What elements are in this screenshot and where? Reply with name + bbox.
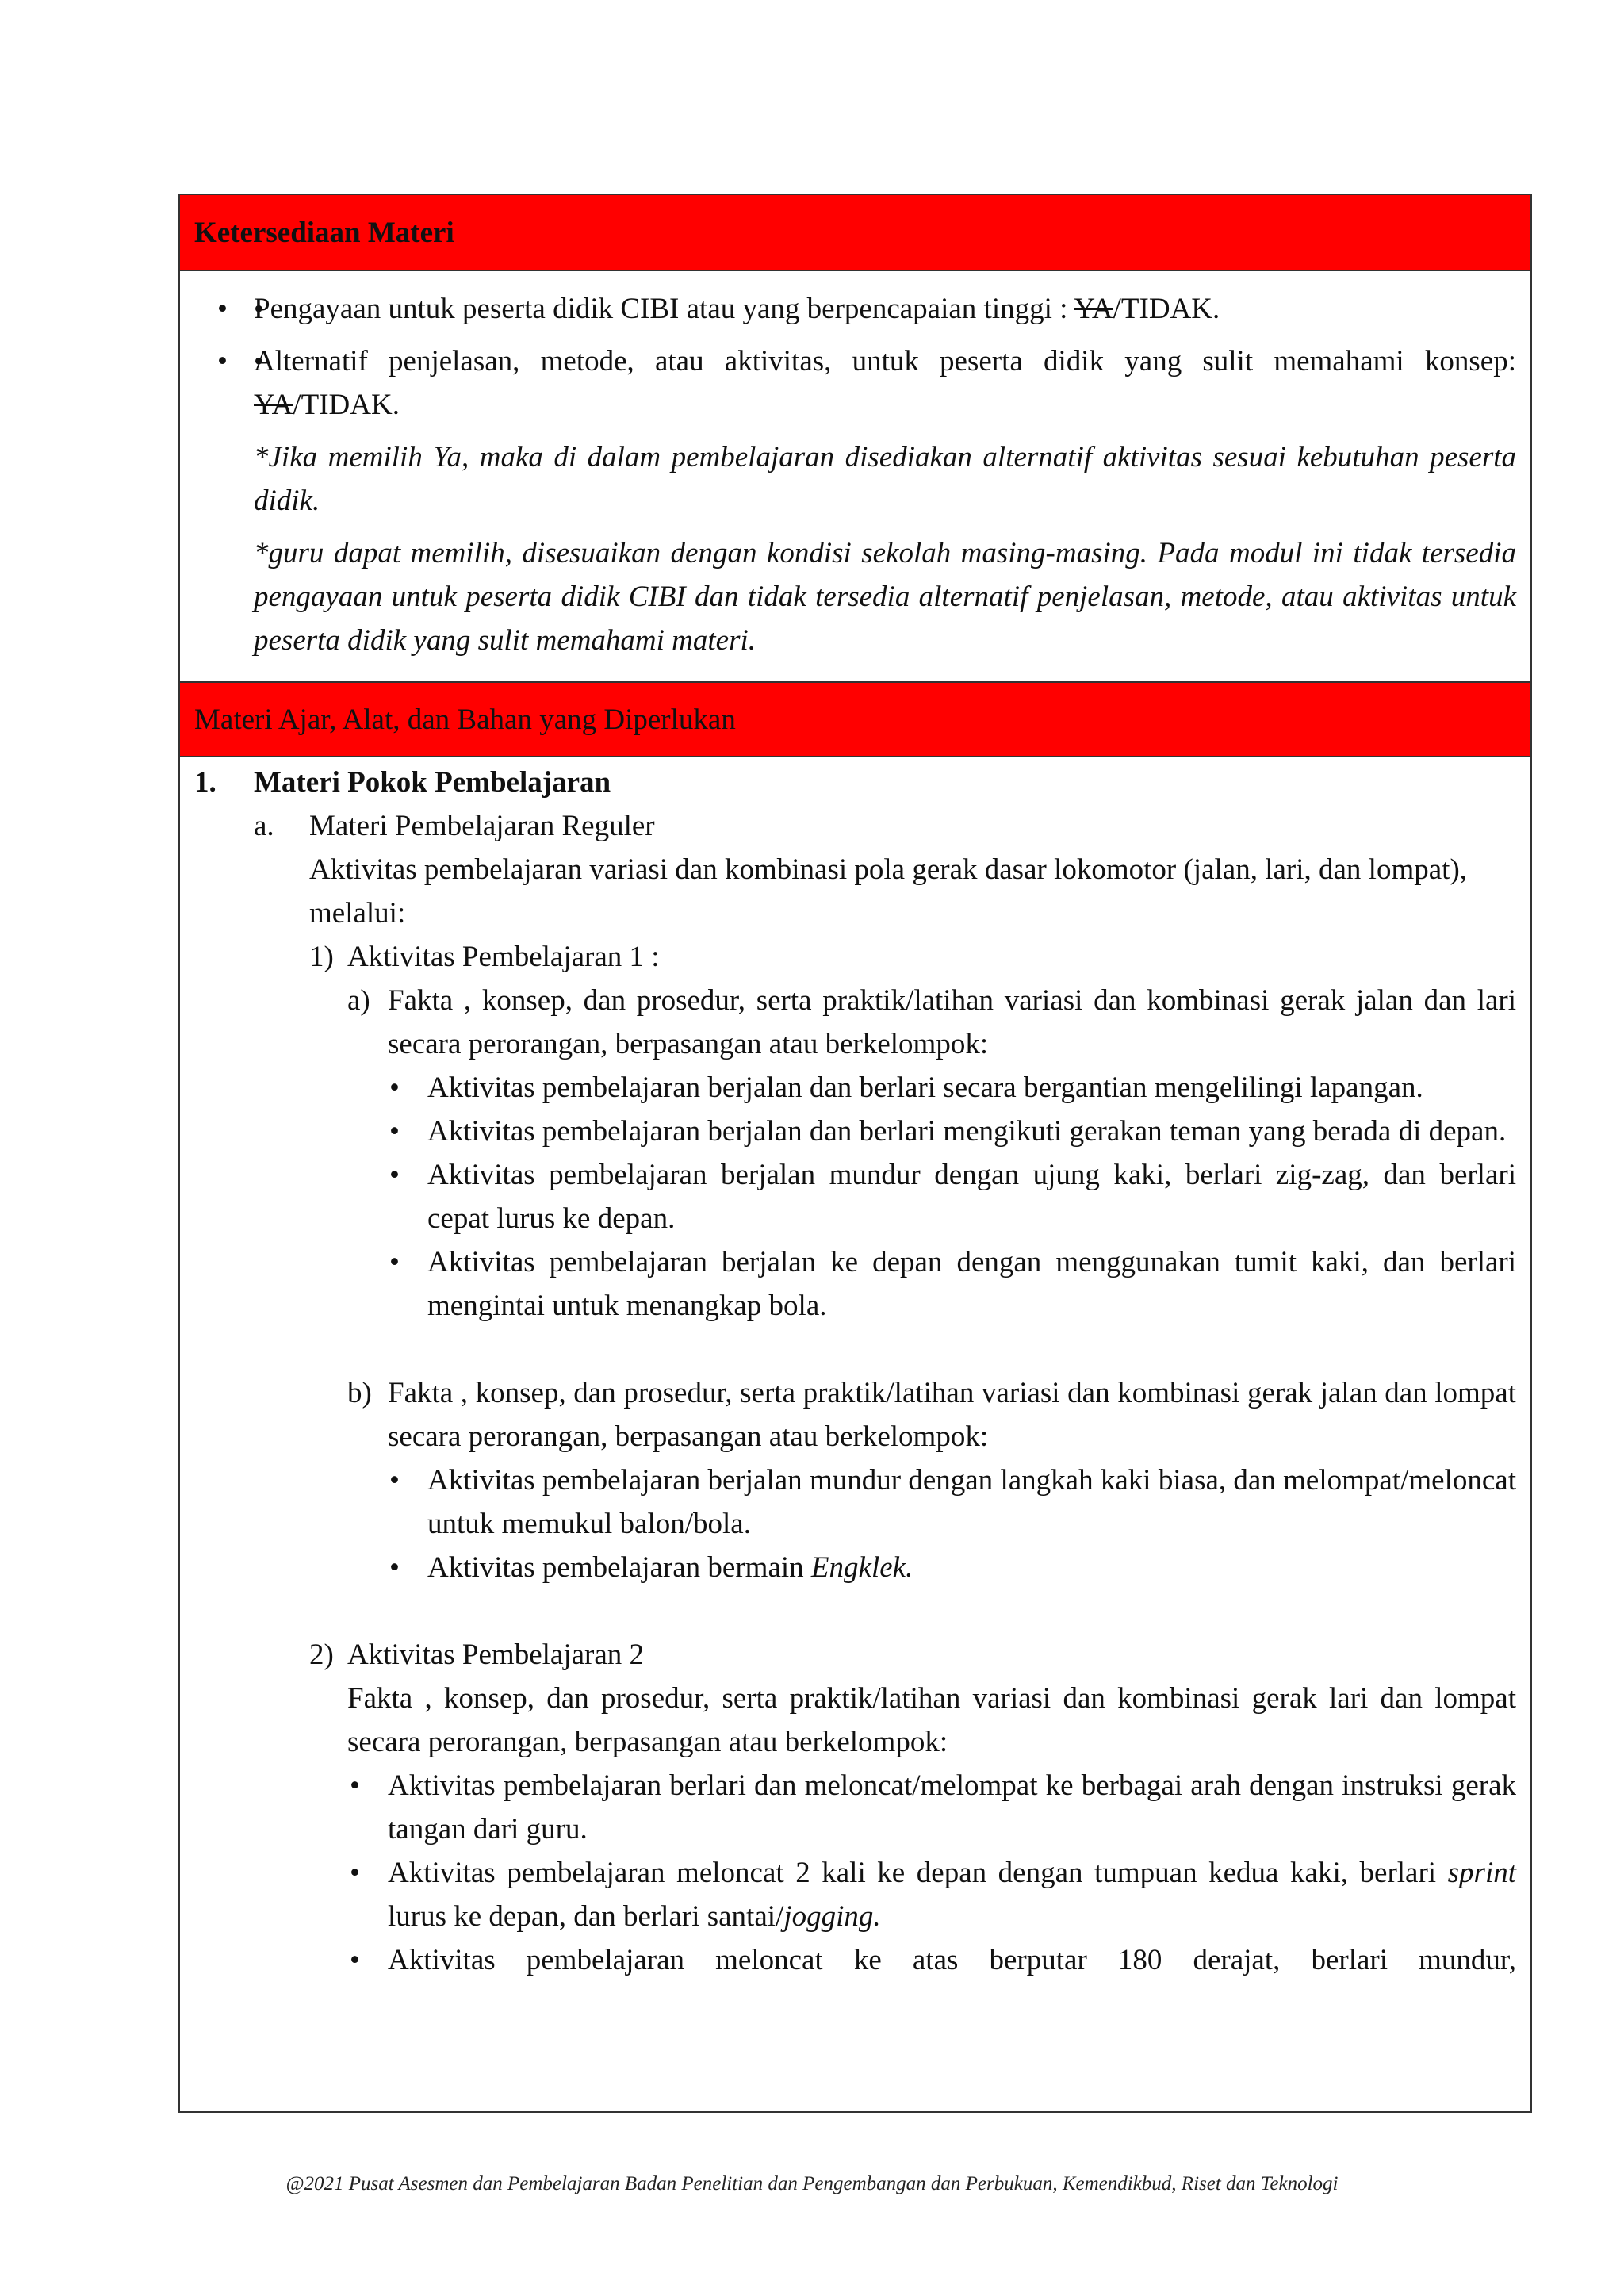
content-table (178, 194, 1532, 2113)
activity-part (180, 1371, 1516, 1458)
list-item (180, 1458, 1516, 1546)
bullet-icon: • • (217, 345, 228, 378)
bullet-text: lurus ke depan, dan berlari santai/ (388, 1900, 784, 1933)
bullet-icon: • (389, 1115, 400, 1148)
note-text: *Jika memilih Ya, maka di dalam pembelajaran disediakan alternatif aktivitas sesuai kebutuhan peserta didik. (254, 441, 1516, 517)
section-header-ketersediaan (180, 195, 1530, 271)
list-item (180, 1110, 1516, 1153)
bullet-icon: • (389, 1071, 400, 1104)
page-footer: @2021 Pusat Asesmen dan Pembelajaran Badan Penelitian dan Pengembangan dan Perbukuan, Kemendikbud, Riset dan Teknologi (285, 2173, 1339, 2194)
bullet-text: Aktivitas pembelajaran meloncat ke atas berputar 180 derajat, berlari mundur, (388, 1944, 1516, 1976)
bullet-icon: • (389, 1464, 400, 1497)
list-item (180, 1153, 1516, 1240)
bullet-icon: • (389, 1246, 400, 1278)
bullet-icon: • (350, 1857, 360, 1889)
bullet-italic: jogging. (783, 1900, 881, 1933)
activity-part (180, 979, 1516, 1066)
section-title: Ketersediaan Materi (194, 216, 454, 249)
bullet-icon: • (389, 1159, 400, 1191)
section-body-materi (180, 757, 1530, 1982)
item-title: Materi Pembelajaran Reguler (309, 810, 655, 842)
bullet-text: Aktivitas pembelajaran berjalan ke depan dengan menggunakan tumit kaki, dan berlari mengintai untuk menangkap bola. (427, 1246, 1516, 1322)
bullet-text: Aktivitas pembelajaran berjalan dan berlari secara bergantian mengelilingi lapangan. (427, 1071, 1423, 1104)
selected-option: /TIDAK. (1113, 293, 1220, 325)
list-item (217, 339, 1516, 427)
section-body-ketersediaan (180, 271, 1530, 681)
section-header-materi (180, 681, 1530, 757)
bullet-text: Alternatif penjelasan, metode, atau aktivitas, untuk peserta didik yang sulit memahami konsep: (254, 345, 1516, 378)
section-title: Materi Ajar, Alat, dan Bahan yang Diperlukan (194, 703, 736, 736)
activity-heading (180, 1633, 1516, 1677)
note-text: *guru dapat memilih, disesuaikan dengan kondisi sekolah masing-masing. Pada modul ini tidak tersedia pengayaan untuk peserta didik CIBI dan tidak tersedia alternatif penjelasan, metode, atau aktivitas untuk peserta didik yang sulit memahami materi. (254, 537, 1516, 657)
bullet-italic: Engklek. (810, 1551, 914, 1584)
bullet-text: Aktivitas pembelajaran bermain (427, 1551, 811, 1584)
activity-text: Fakta , konsep, dan prosedur, serta praktik/latihan variasi dan kombinasi gerak lari dan lompat secara perorangan, berpasangan atau berkelompok: (347, 1682, 1516, 1758)
list-item (217, 287, 1516, 331)
bullet-icon: • (350, 1944, 360, 1976)
sub-item (180, 804, 1516, 848)
part-text: Fakta , konsep, dan prosedur, serta praktik/latihan variasi dan kombinasi gerak jalan dan lompat secara perorangan, berpasangan atau berkelompok: (388, 1377, 1516, 1453)
list-item (180, 1546, 1516, 1589)
selected-option: /TIDAK. (293, 389, 400, 421)
bullet-text: Pengayaan untuk peserta didik CIBI atau yang berpencapaian tinggi : (254, 293, 1074, 325)
activity-title: Aktivitas Pembelajaran 1 : (347, 941, 660, 973)
item-title: Materi Pokok Pembelajaran (254, 766, 611, 799)
item-letter: a. (254, 810, 274, 842)
bullet-icon: • • (217, 293, 228, 325)
list-item (180, 1851, 1516, 1938)
struck-option: YA (254, 389, 293, 421)
list-item (180, 1240, 1516, 1328)
bullet-text: Aktivitas pembelajaran meloncat 2 kali ke depan dengan tumpuan kedua kaki, berlari (388, 1857, 1448, 1889)
list-item (180, 1764, 1516, 1851)
bullet-icon: • (389, 1551, 400, 1584)
part-letter: a) (347, 984, 370, 1017)
bullet-icon: • (350, 1769, 360, 1802)
bullet-text: Aktivitas pembelajaran berjalan mundur dengan langkah kaki biasa, dan melompat/meloncat untuk memukul balon/bola. (427, 1464, 1516, 1540)
activity-title: Aktivitas Pembelajaran 2 (347, 1639, 645, 1671)
list-item (180, 1066, 1516, 1110)
item-number: 1. (194, 766, 216, 799)
bullet-text: Aktivitas pembelajaran berjalan dan berlari mengikuti gerakan teman yang berada di depan. (427, 1115, 1507, 1148)
bullet-text: Aktivitas pembelajaran berjalan mundur dengan ujung kaki, berlari zig-zag, dan berlari cepat lurus ke depan. (427, 1159, 1516, 1235)
part-text: Fakta , konsep, dan prosedur, serta praktik/latihan variasi dan kombinasi gerak jalan dan lari secara perorangan, berpasangan atau berkelompok: (388, 984, 1516, 1060)
struck-option: YA (1074, 293, 1113, 325)
numbered-item (180, 761, 1516, 804)
list-item (180, 1938, 1516, 1982)
activity-number: 2) (309, 1639, 334, 1671)
activity-heading (180, 935, 1516, 979)
part-letter: b) (347, 1377, 372, 1409)
bullet-italic: sprint (1447, 1857, 1516, 1889)
bullet-text: Aktivitas pembelajaran berlari dan meloncat/melompat ke berbagai arah dengan instruksi gerak tangan dari guru. (388, 1769, 1516, 1846)
intro-paragraph: Aktivitas pembelajaran variasi dan kombinasi pola gerak dasar lokomotor (jalan, lari, dan lompat), melalui: (309, 853, 1468, 930)
activity-number: 1) (309, 941, 334, 973)
